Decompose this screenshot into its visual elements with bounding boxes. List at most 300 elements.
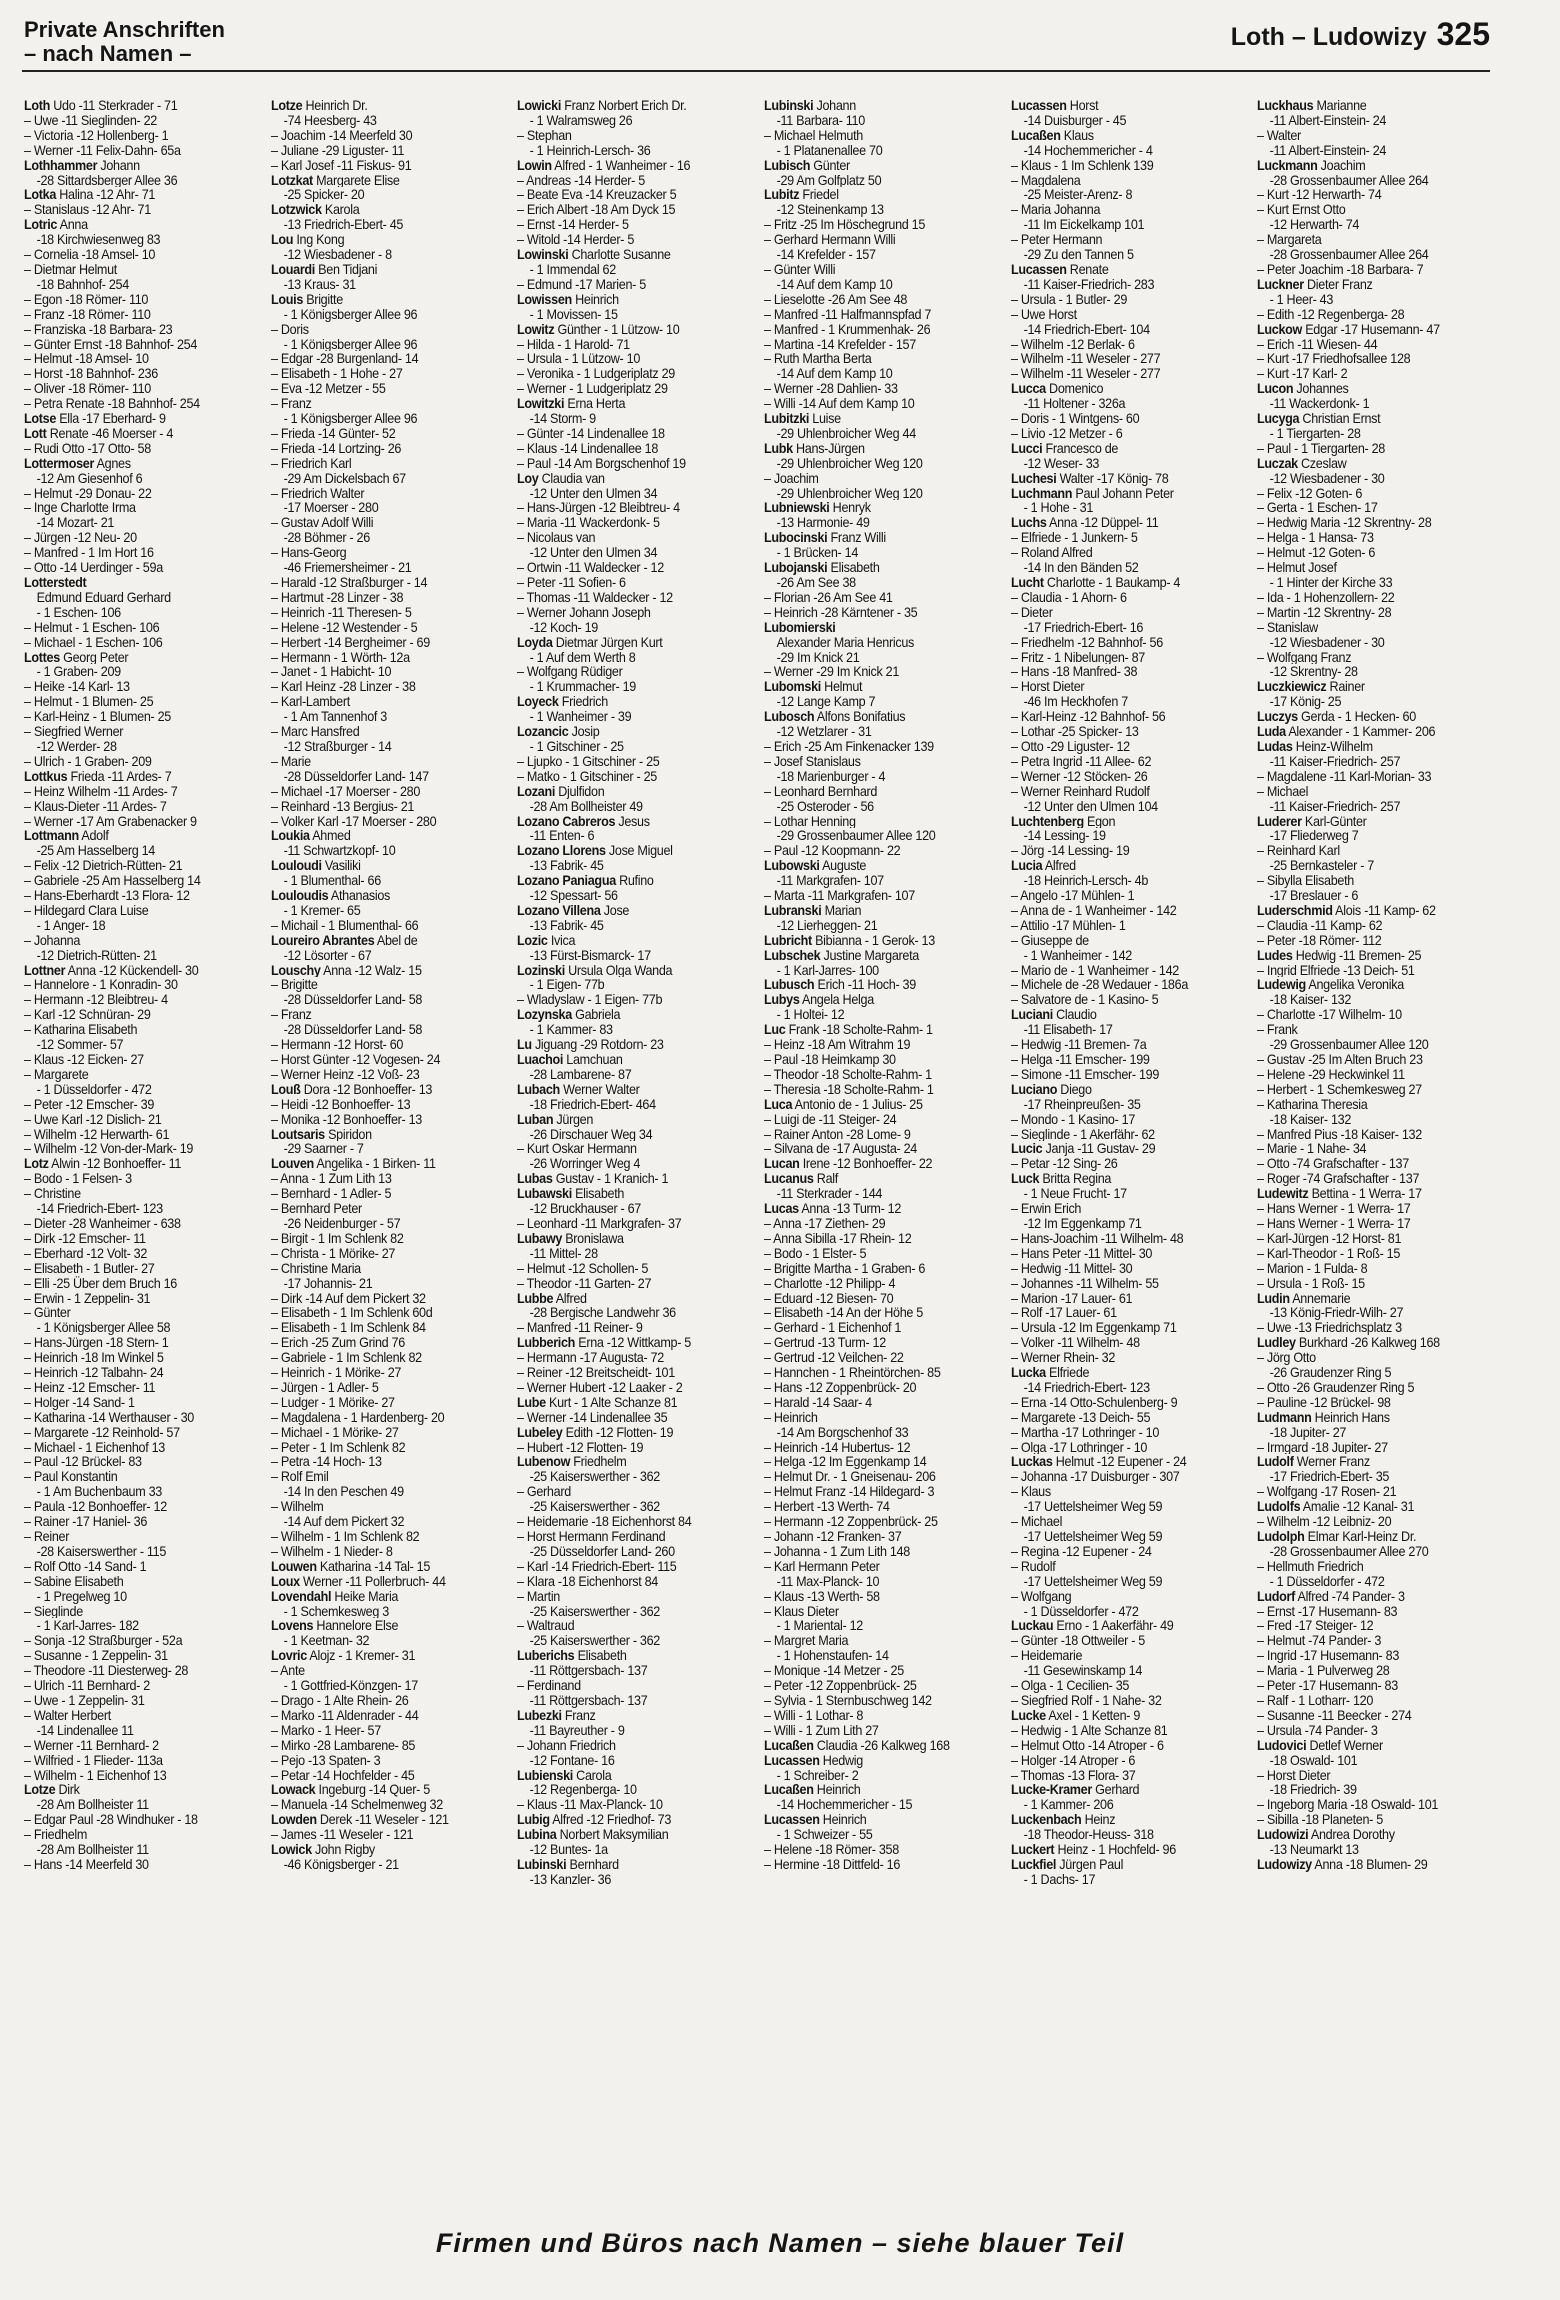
entry-details: – Helga -11 Emscher- 199 xyxy=(1010,1052,1150,1067)
directory-entry xyxy=(764,381,973,396)
directory-entry xyxy=(517,1633,726,1648)
directory-entry xyxy=(1011,1380,1220,1395)
entry-surname: Luckow xyxy=(1257,321,1303,337)
entry-details: – Gerhard Hermann Willi xyxy=(764,232,896,248)
entry-details: Francesco de xyxy=(1042,440,1118,456)
entry-details: – Erich -11 Wiesen- 44 xyxy=(1257,336,1378,352)
entry-surname: Lubniewski xyxy=(764,500,830,516)
directory-entry xyxy=(24,977,233,992)
directory-entry xyxy=(1257,1499,1466,1514)
entry-details: – Birgit - 1 Im Schlenk 82 xyxy=(270,1230,404,1246)
directory-entry xyxy=(271,1529,480,1544)
entry-details: – Gerta - 1 Eschen- 17 xyxy=(1257,500,1378,516)
entry-details: – Lothar -25 Spicker- 13 xyxy=(1010,724,1139,739)
directory-entry xyxy=(764,799,973,814)
entry-details: -28 Düsseldorfer Land- 58 xyxy=(283,1022,422,1038)
directory-entry xyxy=(1011,679,1220,694)
directory-entry xyxy=(764,217,973,232)
entry-details: Gerhard xyxy=(1091,1782,1139,1798)
directory-entry xyxy=(517,1857,726,1872)
directory-entry xyxy=(24,1842,233,1857)
directory-entry xyxy=(1011,933,1220,948)
directory-entry xyxy=(24,1618,233,1633)
entry-details: -14 Lessing- 19 xyxy=(1023,828,1106,844)
directory-entry xyxy=(1011,1246,1220,1261)
entry-details: – Willi -14 Auf dem Kamp 10 xyxy=(764,396,915,412)
entry-details: – Veronika - 1 Ludgeriplatz 29 xyxy=(517,366,676,382)
directory-entry xyxy=(271,1469,480,1484)
directory-entry xyxy=(1011,635,1220,650)
entry-details: – Elisabeth - 1 Im Schlenk 60d xyxy=(270,1305,433,1321)
directory-entry xyxy=(1257,232,1466,247)
entry-surname: Luckas xyxy=(1010,1454,1053,1470)
entry-details: – Christine Maria xyxy=(270,1260,361,1276)
directory-entry xyxy=(1257,158,1466,173)
entry-details: Elisabeth xyxy=(574,1648,627,1664)
entry-details: – Kurt Ernst Otto xyxy=(1257,202,1346,218)
directory-entry xyxy=(517,1231,726,1246)
entry-details: – Anna de - 1 Wanheimer - 142 xyxy=(1010,902,1177,918)
directory-entry xyxy=(24,98,233,113)
directory-entry xyxy=(517,173,726,188)
page-range-header xyxy=(1231,16,1490,53)
entry-details: - 1 Karl-Jarres- 100 xyxy=(776,962,879,978)
directory-entry xyxy=(517,1872,726,1887)
entry-details: – Felix -12 Goten- 6 xyxy=(1257,485,1363,501)
directory-entry xyxy=(24,560,233,575)
directory-entry xyxy=(271,814,480,829)
directory-entry xyxy=(1011,724,1220,739)
directory-entry xyxy=(517,1127,726,1142)
entry-details: -29 Grossenbaumer Allee 120 xyxy=(776,828,936,844)
entry-details: -13 Harmonie- 49 xyxy=(776,515,870,531)
directory-entry xyxy=(1011,664,1220,679)
entry-details: – Hans-Joachim -11 Wilhelm- 48 xyxy=(1010,1230,1184,1246)
entry-details: -29 Saarner - 7 xyxy=(283,1141,364,1157)
directory-column xyxy=(271,98,504,2198)
directory-entry xyxy=(1257,1738,1466,1753)
directory-entry xyxy=(517,650,726,665)
entry-details: – Martin -12 Skrentny- 28 xyxy=(1257,604,1392,620)
directory-entry xyxy=(1257,292,1466,307)
directory-entry xyxy=(517,277,726,292)
entry-details: -25 Meister-Arenz- 8 xyxy=(1023,187,1132,203)
directory-entry xyxy=(517,1663,726,1678)
entry-details: -12 Wiesbadener - 30 xyxy=(1269,470,1385,486)
entry-details: -14 Friedrich-Ebert- 123 xyxy=(1023,1379,1150,1395)
entry-details: – Frank xyxy=(1257,1022,1298,1038)
entry-details: Katharina -14 Tal- 15 xyxy=(316,1558,430,1574)
entry-details: – Helmut Franz -14 Hildegard- 3 xyxy=(764,1484,935,1500)
entry-details: – Eberhard -12 Volt- 32 xyxy=(24,1245,148,1261)
directory-entry xyxy=(271,1827,480,1842)
directory-entry xyxy=(24,173,233,188)
directory-entry xyxy=(1257,337,1466,352)
directory-entry xyxy=(517,530,726,545)
directory-entry xyxy=(1257,1350,1466,1365)
directory-entry xyxy=(271,1618,480,1633)
directory-entry xyxy=(764,1127,973,1142)
entry-details: – Siegfried Rolf - 1 Nahe- 32 xyxy=(1010,1692,1162,1708)
directory-entry xyxy=(1011,1335,1220,1350)
entry-details: – Gabriele - 1 Im Schlenk 82 xyxy=(270,1350,422,1366)
directory-entry xyxy=(1257,1067,1466,1082)
entry-details: Angelika Veronika xyxy=(1306,977,1405,993)
directory-entry xyxy=(1011,1723,1220,1738)
entry-details: – Hedwig Maria -12 Skrentny- 28 xyxy=(1257,515,1432,531)
entry-details: – Klaus-Dieter -11 Ardes- 7 xyxy=(24,798,167,814)
directory-entry xyxy=(764,1618,973,1633)
entry-surname: Lozynska xyxy=(517,1007,573,1023)
section-title-line2: – nach Namen – xyxy=(24,41,192,66)
directory-entry xyxy=(24,650,233,665)
entry-details: – Karl-Theodor - 1 Roß- 15 xyxy=(1257,1245,1401,1261)
directory-entry xyxy=(764,843,973,858)
entry-details: – Olga -17 Lothringer - 10 xyxy=(1010,1439,1147,1455)
entry-surname: Lowden xyxy=(270,1812,317,1828)
entry-details: – Thomas -13 Flora- 37 xyxy=(1010,1767,1136,1783)
directory-entry xyxy=(24,1529,233,1544)
directory-entry xyxy=(517,1171,726,1186)
directory-entry xyxy=(271,650,480,665)
entry-surname: Lubocinski xyxy=(764,530,828,546)
entry-details: - 1 Immendal 62 xyxy=(529,261,617,277)
entry-details: - 1 Schemkesweg 3 xyxy=(283,1603,389,1619)
directory-entry xyxy=(1011,530,1220,545)
entry-details: – Karl Heinz -28 Linzer - 38 xyxy=(270,679,416,695)
directory-entry xyxy=(24,202,233,217)
entry-details: Erna Herta xyxy=(564,396,626,412)
entry-details: – Magdalene -11 Karl-Morian- 33 xyxy=(1257,768,1432,784)
entry-surname: Lucassen xyxy=(764,1812,820,1828)
entry-details: Erich -11 Hoch- 39 xyxy=(814,977,916,993)
entry-details: - 1 Heer- 43 xyxy=(1269,291,1334,307)
entry-surname: Luczak xyxy=(1257,455,1299,471)
entry-details: Margarete Elise xyxy=(312,172,400,188)
entry-details: – Bodo - 1 Felsen- 3 xyxy=(24,1171,132,1187)
entry-details: Alexander Maria Henricus xyxy=(776,634,915,650)
directory-entry xyxy=(1011,1440,1220,1455)
entry-details: – Sieglinde - 1 Akerfähr- 62 xyxy=(1010,1126,1155,1142)
entry-details: – Erwin - 1 Zeppelin- 31 xyxy=(24,1290,151,1306)
entry-details: – Hilda - 1 Harold- 71 xyxy=(517,336,631,352)
entry-details: – Werner -12 Stöcken- 26 xyxy=(1010,768,1148,784)
entry-details: -14 Lindenallee 11 xyxy=(36,1722,134,1738)
directory-entry xyxy=(271,337,480,352)
directory-entry xyxy=(517,337,726,352)
entry-surname: Lowicki xyxy=(517,98,562,113)
directory-entry xyxy=(764,1022,973,1037)
directory-entry xyxy=(1011,1499,1220,1514)
entry-surname: Lubezki xyxy=(517,1707,563,1723)
entry-details: – Hans Peter -11 Mittel- 30 xyxy=(1010,1245,1152,1261)
entry-details: – Klaus -13 Werth- 58 xyxy=(764,1588,880,1604)
entry-details: – Ulrich -11 Bernhard- 2 xyxy=(24,1678,150,1693)
directory-entry xyxy=(764,1589,973,1604)
entry-details: – Klaus -14 Lindenallee 18 xyxy=(517,440,659,456)
entry-details: – Marko -11 Aldenrader - 44 xyxy=(270,1707,419,1723)
directory-entry xyxy=(24,217,233,232)
entry-surname: Lubricht xyxy=(764,932,812,948)
entry-details: Frank -18 Scholte-Rahm- 1 xyxy=(785,1022,933,1038)
directory-entry xyxy=(1257,1574,1466,1589)
directory-entry xyxy=(271,1320,480,1335)
directory-entry xyxy=(271,1693,480,1708)
entry-details: – Helmut -29 Donau- 22 xyxy=(24,485,152,501)
entry-surname: Lowin xyxy=(517,157,553,173)
entry-details: – Maria Johanna xyxy=(1010,202,1100,218)
entry-details: Franz Willi xyxy=(827,530,886,546)
directory-entry xyxy=(24,1127,233,1142)
entry-details: – Marie xyxy=(270,753,311,769)
entry-surname: Luckert xyxy=(1010,1842,1054,1857)
entry-details: – Ralf - 1 Lotharr- 120 xyxy=(1257,1692,1374,1708)
entry-details: Alwin -12 Bonhoeffer- 11 xyxy=(48,1156,182,1172)
entry-details: -11 Röttgersbach- 137 xyxy=(529,1663,648,1679)
entry-details: – Otto -29 Liguster- 12 xyxy=(1010,738,1130,754)
entry-surname: Lubach xyxy=(517,1081,561,1097)
entry-details: – Heinrich xyxy=(764,1409,818,1425)
directory-entry xyxy=(271,232,480,247)
directory-entry xyxy=(1011,918,1220,933)
entry-details: -13 Friedrich-Ebert- 45 xyxy=(283,217,403,233)
directory-entry xyxy=(271,500,480,515)
entry-details: -11 Kaiser-Friedrich- 283 xyxy=(1023,276,1154,292)
entry-details: – Wilhelm -12 Herwarth- 61 xyxy=(24,1126,170,1142)
entry-details: - 1 Movissen- 15 xyxy=(529,306,619,322)
entry-details: – Margarete -13 Deich- 55 xyxy=(1010,1409,1150,1425)
directory-entry xyxy=(1257,1320,1466,1335)
entry-surname: Lottes xyxy=(24,649,60,665)
directory-entry xyxy=(1257,128,1466,143)
entry-details: Erno - 1 Aakerfähr- 49 xyxy=(1052,1618,1174,1634)
directory-entry xyxy=(517,1812,726,1827)
entry-details: – Peter -11 Sofien- 6 xyxy=(517,575,627,590)
entry-details: Hans-Jürgen xyxy=(792,440,865,456)
directory-entry xyxy=(764,575,973,590)
directory-entry xyxy=(271,1589,480,1604)
directory-entry xyxy=(1257,1484,1466,1499)
directory-entry xyxy=(271,1156,480,1171)
entry-surname: Loukia xyxy=(270,828,310,844)
entry-details: Heike Maria xyxy=(330,1588,398,1604)
directory-entry xyxy=(24,530,233,545)
directory-entry xyxy=(271,1186,480,1201)
directory-entry xyxy=(1257,679,1466,694)
directory-entry xyxy=(517,1454,726,1469)
entry-details: – Witold -14 Herder- 5 xyxy=(517,232,635,248)
directory-entry xyxy=(1257,1276,1466,1291)
directory-entry xyxy=(1011,694,1220,709)
directory-entry xyxy=(24,828,233,843)
entry-details: – Leonhard Bernhard xyxy=(764,783,878,799)
entry-details: -13 Kraus- 31 xyxy=(283,276,356,292)
entry-details: – Helmut -12 Goten- 6 xyxy=(1257,545,1376,561)
directory-entry xyxy=(517,1768,726,1783)
directory-entry xyxy=(271,888,480,903)
entry-details: Ella -17 Eberhard- 9 xyxy=(56,411,166,426)
entry-details: - 1 Auf dem Werth 8 xyxy=(529,649,636,665)
entry-surname: Lottner xyxy=(24,962,66,978)
entry-surname: Luberichs xyxy=(517,1648,575,1664)
entry-details: – Helene -29 Heckwinkel 11 xyxy=(1257,1066,1406,1082)
directory-entry xyxy=(1011,128,1220,143)
directory-entry xyxy=(764,1007,973,1022)
directory-entry xyxy=(1257,1112,1466,1127)
entry-surname: Loyda xyxy=(517,634,553,650)
entry-details: Halina -12 Ahr- 71 xyxy=(56,187,156,203)
directory-entry xyxy=(764,426,973,441)
entry-details: -11 Sterkrader - 144 xyxy=(776,1186,883,1202)
entry-details: – Holger -14 Sand- 1 xyxy=(24,1394,135,1410)
entry-details: – Reiner xyxy=(24,1529,70,1544)
entry-details: – Horst Dieter xyxy=(1010,679,1084,695)
entry-details: – Rolf Otto -14 Sand- 1 xyxy=(24,1558,147,1574)
directory-entry xyxy=(517,486,726,501)
directory-entry xyxy=(271,1350,480,1365)
entry-details: -46 Friemersheimer - 21 xyxy=(283,560,412,575)
directory-entry xyxy=(271,1037,480,1052)
entry-details: -17 Breslauer - 6 xyxy=(1269,888,1359,903)
entry-details: – Ludger - 1 Mörike- 27 xyxy=(270,1394,395,1410)
directory-entry xyxy=(1011,1201,1220,1216)
entry-details: – Klaus xyxy=(1010,1484,1051,1500)
directory-entry xyxy=(1257,1246,1466,1261)
directory-entry xyxy=(271,98,480,113)
entry-details: Georg Peter xyxy=(59,649,129,665)
entry-details: – Werner Reinhard Rudolf xyxy=(1010,783,1150,799)
entry-details: – Dietmar Helmut xyxy=(24,261,117,277)
directory-entry xyxy=(517,858,726,873)
directory-entry xyxy=(24,515,233,530)
entry-details: – Joachim xyxy=(764,470,819,486)
directory-entry xyxy=(1011,1708,1220,1723)
entry-details: -18 Kirchwiesenweg 83 xyxy=(36,232,161,248)
directory-entry xyxy=(1011,1410,1220,1425)
directory-entry xyxy=(1011,605,1220,620)
entry-details: -29 Am Dickelsbach 67 xyxy=(283,470,406,486)
entry-details: Alfons Bonifatius xyxy=(814,709,906,725)
entry-details: – Mirko -28 Lambarene- 85 xyxy=(270,1737,415,1753)
directory-entry xyxy=(1011,754,1220,769)
directory-entry xyxy=(517,679,726,694)
directory-entry xyxy=(1011,515,1220,530)
entry-details: -17 Friedrich-Ebert- 16 xyxy=(1023,619,1143,635)
entry-details: – Johann Friedrich xyxy=(517,1737,617,1753)
directory-entry xyxy=(1011,1425,1220,1440)
entry-details: Irene -12 Bonhoeffer- 22 xyxy=(799,1156,933,1172)
directory-entry xyxy=(271,530,480,545)
directory-entry xyxy=(24,709,233,724)
entry-surname: Ludowizi xyxy=(1257,1827,1309,1843)
directory-entry xyxy=(1257,963,1466,978)
entry-details: – Gustav -25 Im Alten Bruch 23 xyxy=(1257,1052,1423,1067)
entry-details: – Herbert - 1 Schemkesweg 27 xyxy=(1257,1081,1423,1097)
entry-details: – Herbert -14 Bergheimer - 69 xyxy=(270,634,430,650)
entry-surname: Lubisch xyxy=(764,157,811,173)
entry-details: Diego xyxy=(1056,1081,1092,1097)
entry-details: -14 In den Bänden 52 xyxy=(1023,560,1139,575)
directory-entry xyxy=(24,1589,233,1604)
entry-details: – Helmut - 1 Eschen- 106 xyxy=(24,619,160,635)
entry-details: Joachim xyxy=(1317,157,1366,173)
directory-entry xyxy=(764,158,973,173)
entry-surname: Lozano Villena xyxy=(517,902,601,918)
directory-entry xyxy=(271,471,480,486)
entry-details: – Heinrich -18 Im Winkel 5 xyxy=(24,1350,164,1366)
entry-details: – Franz xyxy=(270,1007,312,1023)
directory-entry xyxy=(764,635,973,650)
entry-details: – Gerhard - 1 Eichenhof 1 xyxy=(764,1320,902,1336)
entry-details: Edgar -17 Husemann- 47 xyxy=(1302,321,1441,337)
entry-details: Heinz xyxy=(1081,1812,1115,1828)
entry-details: – Wilhelm - 1 Im Schlenk 82 xyxy=(270,1529,420,1544)
entry-surname: Luban xyxy=(517,1111,554,1127)
entry-details: – Lieselotte -26 Am See 48 xyxy=(764,291,908,307)
directory-entry xyxy=(764,173,973,188)
directory-entry xyxy=(1257,754,1466,769)
directory-entry xyxy=(271,903,480,918)
entry-surname: Lubusch xyxy=(764,977,815,993)
entry-details: – Manuela -14 Schelmenweg 32 xyxy=(270,1797,443,1813)
entry-details: -12 Im Eggenkamp 71 xyxy=(1023,1215,1142,1231)
directory-entry xyxy=(271,456,480,471)
directory-entry xyxy=(764,1633,973,1648)
entry-details: Britta Regina xyxy=(1038,1171,1111,1187)
entry-details: Elfriede xyxy=(1045,1365,1089,1380)
entry-details: – Hans-Eberhardt -13 Flora- 12 xyxy=(24,888,190,903)
directory-entry xyxy=(764,1514,973,1529)
directory-entry xyxy=(1011,1067,1220,1082)
entry-details: -12 Unter den Ulmen 34 xyxy=(529,545,658,561)
directory-entry xyxy=(764,1559,973,1574)
entry-details: -17 Uettelsheimer Weg 59 xyxy=(1023,1499,1162,1515)
entry-details: – Marion - 1 Fulda- 8 xyxy=(1257,1260,1368,1276)
directory-entry xyxy=(1257,1678,1466,1693)
entry-surname: Luckmann xyxy=(1257,157,1318,173)
entry-details: – Christine xyxy=(24,1186,81,1202)
directory-entry xyxy=(271,426,480,441)
directory-entry xyxy=(271,1514,480,1529)
directory-entry xyxy=(24,1320,233,1335)
entry-details: Jürgen Paul xyxy=(1055,1856,1123,1872)
directory-entry xyxy=(24,1082,233,1097)
entry-details: Friedhelm xyxy=(570,1454,627,1470)
directory-entry xyxy=(24,679,233,694)
entry-surname: Lucci xyxy=(1010,440,1043,456)
entry-surname: Lozano Llorens xyxy=(517,843,607,859)
entry-details: – Christa - 1 Mörike- 27 xyxy=(270,1245,395,1261)
entry-details: – Theresia -18 Scholte-Rahm- 1 xyxy=(764,1081,934,1097)
entry-details: – Bodo - 1 Elster- 5 xyxy=(764,1245,867,1261)
directory-entry xyxy=(271,1022,480,1037)
directory-entry xyxy=(24,307,233,322)
entry-details: - 1 Königsberger Allee 58 xyxy=(36,1320,171,1336)
directory-entry xyxy=(517,963,726,978)
entry-surname: Lucon xyxy=(1257,381,1294,397)
entry-details: – Hannelore - 1 Konradin- 30 xyxy=(24,977,178,993)
entry-details: – Ulrich - 1 Graben- 209 xyxy=(24,753,152,769)
directory-entry xyxy=(1257,1410,1466,1425)
entry-details: Elisabeth xyxy=(827,560,880,575)
entry-details: – Wolfgang -17 Rosen- 21 xyxy=(1257,1484,1397,1500)
entry-details: Friedrich xyxy=(558,694,609,710)
directory-entry xyxy=(1011,1231,1220,1246)
entry-details: – Fritz - 1 Nibelungen- 87 xyxy=(1010,649,1145,665)
directory-entry xyxy=(1011,396,1220,411)
directory-entry xyxy=(1011,143,1220,158)
entry-surname: Lozinski xyxy=(517,962,566,978)
